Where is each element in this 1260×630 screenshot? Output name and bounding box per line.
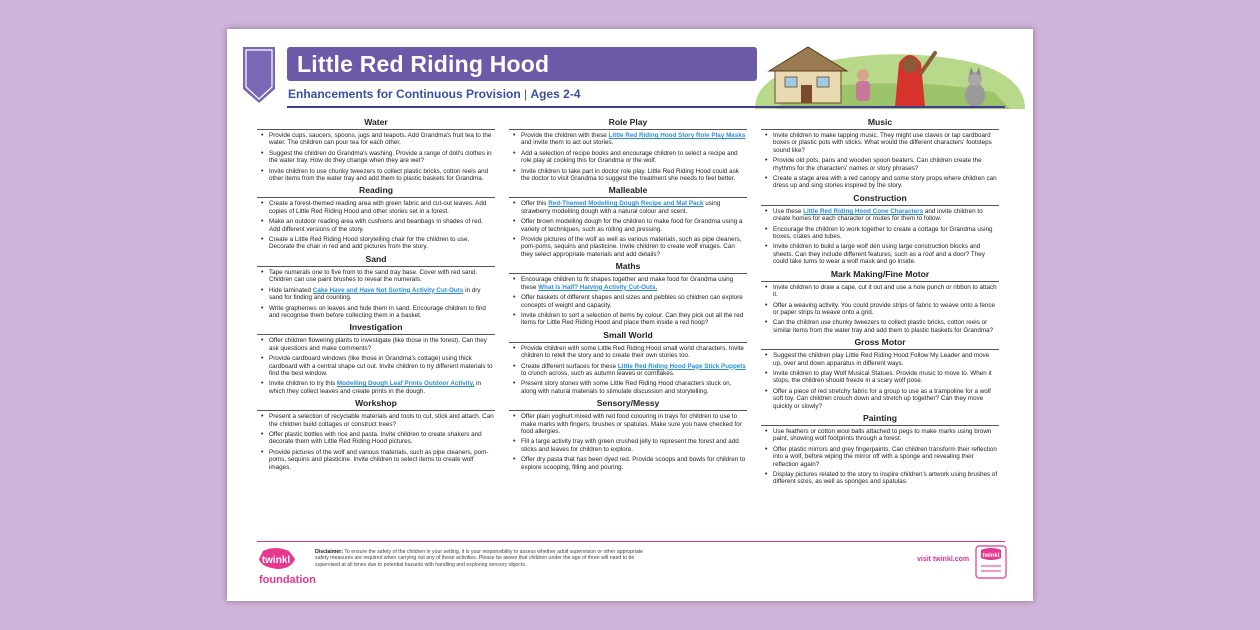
section-list [257, 337, 495, 395]
disclaimer [315, 549, 645, 568]
section-list [257, 269, 495, 319]
list-item: • Provide pictures of the wolf and various materials, such as pipe cleaners, pom-poms, sequins and plasticine. Invite children to select items to create wolf images. [269, 449, 495, 471]
section-maths [509, 261, 747, 326]
item-text: Provide the children with these [521, 132, 609, 139]
item-text: Create different surfaces for these [521, 362, 618, 370]
logo-text-top: twinkl [261, 555, 291, 566]
item-text: in which they collect leaves and create prints in the dough. [269, 380, 482, 395]
section-small-world [509, 330, 747, 395]
subtitle-separator: | [520, 87, 531, 101]
section-reading [257, 185, 495, 250]
list-item [521, 132, 747, 147]
list-item: • Fill a large activity tray with green crushed jelly to represent the forest and add sticks and leaves for children to explore. [521, 438, 747, 453]
section-role-play [509, 117, 747, 182]
section-list [257, 132, 495, 182]
list-item: • Offer plastic mirrors and grey fingerpaints. Can children transform their reflection into a wolf, before wiping the mirror off with a sponge and revealing their reflection again? [773, 446, 999, 468]
disclaimer-text: To ensure the safety of the children in your setting, it is your responsibility to assess whether adult supervision or other appropriate safety measures are required when carrying out any of these activities. Please be aware that children under the age of three will need to be supervised at all times due to potential hazards with handling and exploring sensory objects. [315, 549, 644, 568]
section-heading: Sensory/Messy [509, 398, 747, 411]
badge-text: twinkl [982, 553, 1000, 559]
section-list [509, 200, 747, 258]
resource-link[interactable]: Red-Themed Modelling Dough Recipe and Mat Pack [548, 200, 704, 208]
list-item [521, 363, 747, 378]
section-heading: Small World [509, 330, 747, 343]
item-text: Offer this [521, 200, 549, 208]
section-list [761, 284, 999, 334]
section-workshop [257, 398, 495, 471]
subtitle-ages: Ages 2-4 [530, 87, 581, 101]
section-heading: Water [257, 117, 495, 130]
section-water [257, 117, 495, 182]
footer-divider [257, 541, 1005, 542]
logo-text-bottom: foundation [259, 574, 316, 586]
item-text: Encourage children to fit shapes together and make food for Grandma using these [521, 276, 734, 291]
activity-sheet [227, 29, 1033, 601]
list-item: • Present a selection of recyclable materials and tools to cut, stick and attach. Can the children build cottages or construct trees? [269, 413, 495, 428]
subtitle-main: Enhancements for Continuous Provision [288, 87, 521, 101]
list-item: • Offer a piece of red stretchy fabric for a group to use as a trampoline for a wolf soft toy. Can children crouch down and stretch up together? Can they move quickly or slowly? [773, 388, 999, 410]
list-item: • Offer a weaving activity. You could provide strips of fabric to weave onto a fence or paper strips to weave onto a grid. [773, 302, 999, 317]
resource-link[interactable]: Little Red Riding Hood Cone Characters [803, 207, 924, 215]
page-title: Little Red Riding Hood [297, 51, 550, 77]
list-item: • Tape numerals one to five from to the sand tray base. Cover with red sand. Children can use paint brushes to reveal the numerals. [269, 269, 495, 284]
section-list [761, 132, 999, 190]
list-item: • Offer dry pasta that has been dyed red. Provide scoops and bowls for children to explore scooping, filling and pouring. [521, 456, 747, 471]
section-list [509, 413, 747, 471]
section-heading: Maths [509, 261, 747, 274]
section-heading: Gross Motor [761, 337, 999, 350]
item-text: to crunch across, such as autumn leaves or cornflakes. [521, 369, 675, 377]
section-list [761, 208, 999, 266]
list-item: • Use feathers or cotton wool balls attached to pegs to make marks using brown paint, showing wolf footprints through a forest. [773, 428, 999, 443]
list-item: • Suggest the children do Grandma's washing. Provide a range of doll's clothes in the water tray. How do they change when they are wet? [269, 150, 495, 165]
section-list [257, 200, 495, 250]
section-list [509, 132, 747, 182]
cottage-icon [769, 47, 847, 103]
list-item: • Add a selection of recipe books and encourage children to select a recipe and role play at cooking this for Grandma or the wolf. [521, 150, 747, 165]
section-sensory-messy [509, 398, 747, 471]
section-heading: Malleable [509, 185, 747, 198]
section-list [509, 345, 747, 395]
section-heading: Investigation [257, 322, 495, 335]
section-malleable [509, 185, 747, 258]
list-item: • Can the children use chunky tweezers to collect plastic bricks, cotton reels or similar items from the water tray and add them to plastic baskets for Grandma? [773, 319, 999, 334]
resource-link[interactable]: Modelling Dough Leaf Prints Outdoor Activity, [336, 380, 475, 388]
section-heading: Reading [257, 185, 495, 198]
section-investigation [257, 322, 495, 395]
list-item: • Create a Little Red Riding Hood storytelling chair for the children to use. Decorate the chair in red and add pictures from the story. [269, 236, 495, 251]
header-divider [287, 106, 1005, 108]
resource-link[interactable]: Cake Have and Have Not Sorting Activity Cut-Outs [312, 286, 464, 294]
column-right [761, 117, 999, 489]
list-item: • Display pictures related to the story to inspire children's artwork using brushes of different sizes, as well as sponges and spatulas. [773, 471, 999, 486]
section-heading: Music [761, 117, 999, 130]
section-mark-making [761, 269, 999, 334]
list-item: • Provide cardboard windows (like those in Grandma's cottage) using thick cardboard with a central shape cut out. Invite children to try different materials to find the best window. [269, 355, 495, 377]
section-heading: Mark Making/Fine Motor [761, 269, 999, 282]
visit-link[interactable]: visit twinkl.com [917, 556, 970, 563]
list-item [269, 287, 495, 302]
item-text: Hide laminated [269, 286, 313, 294]
section-painting [761, 413, 999, 486]
list-item [521, 200, 747, 215]
section-heading: Role Play [509, 117, 747, 130]
resource-link[interactable]: Little Red Riding Hood Page Stick Puppets [617, 362, 746, 370]
resource-link[interactable]: Little Red Riding Hood Story Role Play Masks [608, 132, 746, 139]
list-item: • Invite children to build a large wolf den using large construction blocks and sheets. Can they include different features, such as a roof and a door? They could take turns to wear a wolf mask and go inside. [773, 243, 999, 265]
list-item: • Provide old pots, pans and wooden spoon beaters. Can children create the rhythms for the characters' names or story phrases? [773, 157, 999, 172]
list-item: • Provide pictures of the wolf as well as various materials, such as pipe cleaners, pom-poms, sequins and plasticine. Invite children to create wolf images. Can they select appropriate materials and add details? [521, 236, 747, 258]
list-item [521, 276, 747, 291]
section-gross-motor [761, 337, 999, 410]
column-left [257, 117, 495, 474]
item-text: in dry sand for finding and counting. [269, 286, 481, 302]
list-item: • Write graphemes on leaves and hide them in sand. Encourage children to find and recognise them before collecting them in a basket. [269, 305, 495, 320]
section-heading: Sand [257, 254, 495, 267]
section-construction [761, 193, 999, 266]
column-middle [509, 117, 747, 474]
list-item: • Invite children to play Wolf Musical Statues. Provide music to move to. When it stops, the children should freeze in a scary wolf pose. [773, 370, 999, 385]
section-list [509, 276, 747, 326]
section-heading: Workshop [257, 398, 495, 411]
section-music [761, 117, 999, 190]
twinkl-badge-icon [975, 545, 1007, 579]
list-item: • Invite children to draw a cape, cut it out and use a hole punch or ribbon to attach it. [773, 284, 999, 299]
page-subtitle [288, 87, 581, 101]
resource-link[interactable]: What Is Half? Halving Activity Cut-Outs. [538, 283, 658, 291]
list-item: • Create a forest-themed reading area with green fabric and cut-out leaves. Add copies of Little Red Riding Hood and other stories set in a forest. [269, 200, 495, 215]
section-heading: Construction [761, 193, 999, 206]
section-list [257, 413, 495, 471]
section-list [761, 428, 999, 486]
list-item: • Offer brown modelling dough for the children to make food for Grandma using a variety of techniques, such as rolling and pressing. [521, 218, 747, 233]
list-item: • Invite children to take part in doctor role play. Little Red Riding Hood could ask the doctor to visit Grandma to suggest the treatment she needs to feel better. [521, 168, 747, 183]
list-item: • Present story stones with some Little Red Riding Hood characters stuck on, along with natural materials to stimulate discussion and storytelling. [521, 380, 747, 395]
list-item: • Offer children flowering plants to investigate (like those in the forest). Can they ask questions and make comments? [269, 337, 495, 352]
list-item: • Offer plain yoghurt mixed with red food colouring in trays for children to use to make marks with fingers, brushes or spatulas. Make sure you have checked for food allergies. [521, 413, 747, 435]
section-heading: Painting [761, 413, 999, 426]
list-item: • Provide children with some Little Red Riding Hood small world characters. Invite children to retell the story and to create their own stories too. [521, 345, 747, 360]
list-item: • Offer plastic bottles with rice and pasta. Invite children to create shakers and decorate them with Little Red Riding Hood pictures. [269, 431, 495, 446]
item-text: and invite children to create homes for each character or routes for them to follow. [773, 207, 983, 223]
section-sand [257, 254, 495, 319]
disclaimer-label: Disclaimer: [315, 549, 343, 555]
item-text: Use these [773, 207, 804, 215]
item-text: Invite children to try this [269, 380, 337, 388]
list-item [269, 380, 495, 395]
list-item: • Offer baskets of different shapes and sizes and pebbles so children can explore concepts of weight and capacity. [521, 294, 747, 309]
grandma-icon [856, 69, 870, 101]
item-text: and invite them to act out stories. [521, 139, 614, 147]
list-item: • Invite children to use chunky tweezers to collect plastic bricks, cotton reels and other items from the water tray and add them to plastic baskets for Grandma. [269, 168, 495, 183]
item-text: using strawberry modelling dough with a natural colour and scent. [521, 200, 721, 215]
bookmark-ribbon-icon [243, 47, 275, 103]
list-item: • Provide cups, saucers, spoons, jugs and teapots. Add Grandma's fruit tea to the water. The children can pour tea for each other. [269, 132, 495, 147]
list-item: • Encourage the children to work together to create a cottage for Grandma using boxes, crates and tubes. [773, 226, 999, 241]
list-item: • Invite children to sort a selection of items by colour. Can they pick out all the red items for Little Red Riding Hood and place them inside a red hoop? [521, 312, 747, 327]
section-list [761, 352, 999, 410]
title-bar [287, 47, 757, 81]
story-illustration-icon [735, 33, 1025, 109]
list-item: • Create a stage area with a red canopy and some story props where children can dress up and sing stories inspired by the story. [773, 175, 999, 190]
list-item: • Make an outdoor reading area with cushions and beanbags in shades of red. Add different versions of the story. [269, 218, 495, 233]
list-item: • Suggest the children play Little Red Riding Hood Follow My Leader and move up, over and down apparatus in different ways. [773, 352, 999, 367]
list-item: • Invite children to make tapping music. They might use claves or tap cardboard boxes or plastic pots with sticks. What would the different characters' footsteps sound like? [773, 132, 999, 154]
list-item [773, 208, 999, 223]
